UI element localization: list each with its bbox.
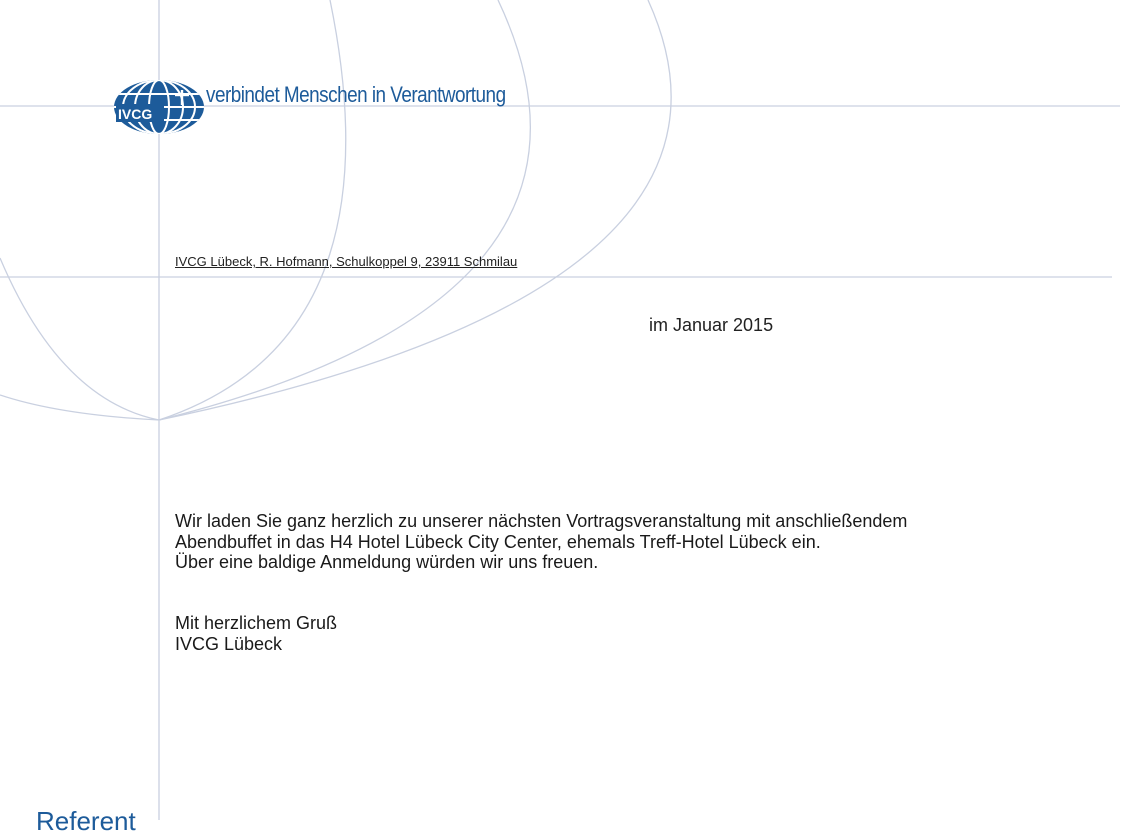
letter-body <box>175 511 907 573</box>
sender-address-line: IVCG Lübeck, R. Hofmann, Schulkoppel 9, 23911 Schmilau <box>175 254 518 269</box>
globe-cross-icon <box>112 78 208 138</box>
closing-greeting: Mit herzlichem Gruß <box>175 613 338 633</box>
tagline: verbindet Menschen in Verantwortung <box>206 82 506 107</box>
body-line: Abendbuffet in das H4 Hotel Lübeck City Center, ehemals Treff-Hotel Lübeck ein. <box>175 531 821 552</box>
closing-signature: IVCG Lübeck <box>175 634 283 654</box>
letter-closing <box>175 613 337 655</box>
speaker-heading: Referent <box>36 806 136 836</box>
letter-date: im Januar 2015 <box>649 315 774 335</box>
logo-text: IVCG <box>118 106 153 122</box>
body-line: Wir laden Sie ganz herzlich zu unserer nächsten Vortragsveranstaltung mit anschließendem <box>175 511 908 531</box>
body-line: Über eine baldige Anmeldung würden wir uns freuen. <box>175 552 599 572</box>
